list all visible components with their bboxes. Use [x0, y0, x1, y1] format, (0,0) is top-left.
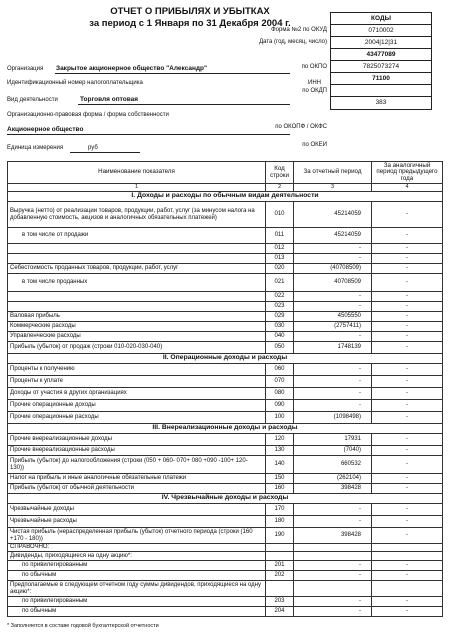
- table-row: [8, 597, 443, 607]
- row-code: 204: [266, 607, 294, 617]
- row-name: Чрезвычайные расходы: [8, 516, 266, 528]
- table-row: [8, 446, 443, 456]
- row-current-value: -: [294, 302, 372, 312]
- org-label: Организация: [7, 66, 44, 72]
- table-row: [8, 434, 443, 446]
- row-code: 090: [266, 400, 294, 412]
- row-current-value: [294, 552, 372, 561]
- row-previous-value: -: [372, 244, 443, 254]
- row-current-value: 45214059: [294, 228, 372, 244]
- row-name: Выручка (нетто) от реализации товаров, продукции, работ, услуг (за минусом налога на добавленную стоимость, акцизов и аналогичных обязательных платежей): [8, 202, 266, 228]
- table-row: [8, 228, 443, 244]
- row-current-value: -: [294, 571, 372, 581]
- row-code: 202: [266, 571, 294, 581]
- row-previous-value: [372, 544, 443, 552]
- okei-value: 383: [375, 99, 387, 106]
- row-current-value: -: [294, 388, 372, 400]
- row-code: 120: [266, 434, 294, 446]
- okpo-value: 43477089: [331, 49, 431, 61]
- row-name: [8, 302, 266, 312]
- row-current-value: (1098498): [294, 412, 372, 424]
- row-previous-value: -: [372, 332, 443, 342]
- inn-label: Идентификационный номер налогоплательщика: [7, 80, 143, 86]
- row-name: Прочие операционные расходы: [8, 412, 266, 424]
- report-table: [7, 161, 443, 617]
- org-name: Закрытое акционерное общество "Александр": [56, 65, 208, 72]
- section-header-row: [8, 494, 443, 504]
- row-name: Чрезвычайные доходы: [8, 504, 266, 516]
- row-name: Проценты к получению: [8, 364, 266, 376]
- row-code: [266, 581, 294, 597]
- row-code: 080: [266, 388, 294, 400]
- row-code: [266, 552, 294, 561]
- row-code: 140: [266, 456, 294, 474]
- table-row: [8, 264, 443, 274]
- row-current-value: -: [294, 364, 372, 376]
- row-current-value: (40708509): [294, 264, 372, 274]
- table-row: [8, 544, 443, 552]
- row-code: 030: [266, 322, 294, 332]
- row-current-value: 45214059: [294, 202, 372, 228]
- row-previous-value: -: [372, 561, 443, 571]
- row-current-value: (2757411): [294, 322, 372, 332]
- row-current-value: 4505550: [294, 312, 372, 322]
- col-number: 2: [266, 184, 294, 192]
- row-previous-value: -: [372, 456, 443, 474]
- legal-form-label: Организационно-правовая форма / форма собственности: [7, 112, 169, 118]
- table-row: [8, 342, 443, 354]
- row-code: 170: [266, 504, 294, 516]
- row-previous-value: -: [372, 516, 443, 528]
- table-row: [8, 528, 443, 544]
- row-name: Дивиденды, приходящиеся на одну акцию*:: [8, 552, 266, 561]
- row-previous-value: -: [372, 484, 443, 494]
- row-code: 160: [266, 484, 294, 494]
- row-name: в том числе от продажи: [8, 228, 266, 244]
- row-name: по привилегированным: [8, 597, 266, 607]
- row-name: в том числе проданных: [8, 274, 266, 292]
- col-header-previous: За аналогичный период предыдущего года: [372, 162, 443, 184]
- table-row: [8, 552, 443, 561]
- table-row: [8, 244, 443, 254]
- report-title: ОТЧЕТ О ПРИБЫЛЯХ И УБЫТКАХ: [110, 6, 270, 17]
- codes-box: [330, 12, 432, 110]
- row-name: Себестоимость проданных товаров, продукции, работ, услуг: [8, 264, 266, 274]
- row-current-value: 660532: [294, 456, 372, 474]
- activity-label: Вид деятельности: [7, 97, 58, 103]
- row-current-value: -: [294, 597, 372, 607]
- row-previous-value: -: [372, 412, 443, 424]
- row-current-value: -: [294, 254, 372, 264]
- row-name: СПРАВОЧНО:: [8, 544, 266, 552]
- table-row: [8, 561, 443, 571]
- row-code: 070: [266, 376, 294, 388]
- row-current-value: -: [294, 244, 372, 254]
- row-code: 029: [266, 312, 294, 322]
- table-row: [8, 456, 443, 474]
- row-previous-value: -: [372, 400, 443, 412]
- table-row: [8, 364, 443, 376]
- form-code: 0710002: [331, 25, 431, 37]
- row-name: по обычным: [8, 571, 266, 581]
- table-row: [8, 581, 443, 597]
- okopf-value: [331, 85, 431, 97]
- col-number: 1: [8, 184, 266, 192]
- row-previous-value: -: [372, 388, 443, 400]
- form-label: Форма №2 по ОКУД: [271, 27, 327, 33]
- okei-label: по ОКЕИ: [302, 142, 327, 148]
- row-current-value: -: [294, 376, 372, 388]
- row-current-value: -: [294, 332, 372, 342]
- row-name: [8, 254, 266, 264]
- table-row: [8, 484, 443, 494]
- table-row: [8, 332, 443, 342]
- row-name: Валовая прибыль: [8, 312, 266, 322]
- row-previous-value: -: [372, 274, 443, 292]
- okpo-label: по ОКПО: [301, 64, 327, 70]
- table-row: [8, 388, 443, 400]
- row-previous-value: -: [372, 434, 443, 446]
- row-previous-value: -: [372, 376, 443, 388]
- row-previous-value: -: [372, 228, 443, 244]
- table-row: [8, 412, 443, 424]
- row-name: Прибыль (убыток) до налогообложения (строки (050 + 060- 070+ 080 +090 -100+ 120- 130)): [8, 456, 266, 474]
- row-name: Прочие операционные доходы: [8, 400, 266, 412]
- footnote: * Заполняется в составе годовой бухгалтерской отчетности: [7, 623, 159, 629]
- table-number-row: [8, 184, 443, 192]
- row-current-value: -: [294, 400, 372, 412]
- row-previous-value: -: [372, 202, 443, 228]
- date-label: Дата (год, месяц, число): [259, 39, 327, 45]
- section-header-row: [8, 192, 443, 202]
- row-code: 130: [266, 446, 294, 456]
- row-previous-value: -: [372, 504, 443, 516]
- col-number: 3: [294, 184, 372, 192]
- table-row: [8, 607, 443, 617]
- row-name: Доходы от участия в других организациях: [8, 388, 266, 400]
- col-header-name: Наименование показателя: [8, 162, 266, 184]
- row-code: 050: [266, 342, 294, 354]
- row-current-value: [294, 581, 372, 597]
- row-previous-value: [372, 552, 443, 561]
- row-previous-value: -: [372, 292, 443, 302]
- row-previous-value: [372, 581, 443, 597]
- row-previous-value: -: [372, 254, 443, 264]
- table-row: [8, 274, 443, 292]
- report-period: за период с 1 Января по 31 Декабря 2004 г.: [89, 18, 291, 29]
- col-header-code: Код строки: [266, 162, 294, 184]
- row-current-value: -: [294, 561, 372, 571]
- table-row: [8, 376, 443, 388]
- row-name: [8, 244, 266, 254]
- section-header-row: [8, 354, 443, 364]
- row-current-value: -: [294, 292, 372, 302]
- row-code: 012: [266, 244, 294, 254]
- activity-value: Торговля оптовая: [80, 96, 139, 103]
- table-row: [8, 292, 443, 302]
- section-header-row: [8, 424, 443, 434]
- table-row: [8, 202, 443, 228]
- col-header-current: За отчетный период: [294, 162, 372, 184]
- row-current-value: (262104): [294, 474, 372, 484]
- row-name: Налог на прибыль и иные аналогичные обязательные платежи: [8, 474, 266, 484]
- section-title: II. Операционные доходы и расходы: [8, 354, 443, 364]
- row-code: 020: [266, 264, 294, 274]
- table-header-row: [8, 162, 443, 184]
- section-title: IV. Чрезвычайные доходы и расходы: [8, 494, 443, 504]
- row-previous-value: -: [372, 364, 443, 376]
- row-previous-value: -: [372, 607, 443, 617]
- row-code: 180: [266, 516, 294, 528]
- table-row: [8, 312, 443, 322]
- table-row: [8, 302, 443, 312]
- unit-label: Единица измерения: [7, 145, 64, 151]
- row-previous-value: -: [372, 322, 443, 332]
- okopf-label: по ОКОПФ / ОКФС: [275, 124, 327, 130]
- row-code: 023: [266, 302, 294, 312]
- table-row: [8, 571, 443, 581]
- inn-value: 7825073274: [331, 61, 431, 73]
- row-name: по обычным: [8, 607, 266, 617]
- row-name: Коммерческие расходы: [8, 322, 266, 332]
- col-number: 4: [372, 184, 443, 192]
- row-code: 022: [266, 292, 294, 302]
- row-previous-value: -: [372, 312, 443, 322]
- row-name: Проценты к уплате: [8, 376, 266, 388]
- row-current-value: 17931: [294, 434, 372, 446]
- row-current-value: -: [294, 607, 372, 617]
- row-code: 011: [266, 228, 294, 244]
- table-row: [8, 504, 443, 516]
- row-code: 100: [266, 412, 294, 424]
- row-code: [266, 544, 294, 552]
- row-current-value: -: [294, 516, 372, 528]
- row-previous-value: -: [372, 597, 443, 607]
- row-previous-value: -: [372, 474, 443, 484]
- row-current-value: [294, 544, 372, 552]
- okdp-label: по ОКДП: [302, 88, 327, 94]
- row-code: 021: [266, 274, 294, 292]
- row-current-value: 398428: [294, 484, 372, 494]
- row-name: Прибыль (убыток) от обычной деятельности: [8, 484, 266, 494]
- row-code: 010: [266, 202, 294, 228]
- row-code: 040: [266, 332, 294, 342]
- row-code: 150: [266, 474, 294, 484]
- section-title: I. Доходы и расходы по обычным видам деятельности: [8, 192, 443, 202]
- codes-header: КОДЫ: [331, 13, 431, 25]
- table-row: [8, 322, 443, 332]
- row-previous-value: -: [372, 264, 443, 274]
- okdp-value: 71100: [331, 73, 431, 85]
- row-name: Предполагаемые в следующем отчетном году суммы дивидендов, приходящиеся на одну акцию*:: [8, 581, 266, 597]
- row-code: 013: [266, 254, 294, 264]
- legal-form-value: Акционерное общество: [7, 126, 84, 133]
- table-row: [8, 516, 443, 528]
- table-row: [8, 254, 443, 264]
- row-name: Прочие внереализационные доходы: [8, 434, 266, 446]
- row-code: 190: [266, 528, 294, 544]
- row-current-value: -: [294, 504, 372, 516]
- inn-short: ИНН: [308, 80, 321, 86]
- row-previous-value: -: [372, 446, 443, 456]
- row-name: Управленческие расходы: [8, 332, 266, 342]
- row-current-value: 398428: [294, 528, 372, 544]
- date-value: 2004|12|31: [331, 37, 431, 49]
- row-name: Чистая прибыль (нераспределенная прибыль (убыток) отчетного периода (строки (160 +170 - 180)): [8, 528, 266, 544]
- row-previous-value: -: [372, 528, 443, 544]
- table-row: [8, 474, 443, 484]
- row-name: [8, 292, 266, 302]
- row-previous-value: -: [372, 302, 443, 312]
- row-name: по привилегированным: [8, 561, 266, 571]
- row-code: 060: [266, 364, 294, 376]
- row-current-value: 40708509: [294, 274, 372, 292]
- row-name: Прочие внереализационные расходы: [8, 446, 266, 456]
- row-current-value: (7040): [294, 446, 372, 456]
- table-row: [8, 400, 443, 412]
- row-name: Прибыль (убыток) от продаж (строки 010-020-030-040): [8, 342, 266, 354]
- unit-value: руб: [88, 145, 98, 151]
- section-title: III. Внереализационные доходы и расходы: [8, 424, 443, 434]
- row-code: 203: [266, 597, 294, 607]
- row-previous-value: -: [372, 342, 443, 354]
- row-previous-value: -: [372, 571, 443, 581]
- row-current-value: 1748139: [294, 342, 372, 354]
- row-code: 201: [266, 561, 294, 571]
